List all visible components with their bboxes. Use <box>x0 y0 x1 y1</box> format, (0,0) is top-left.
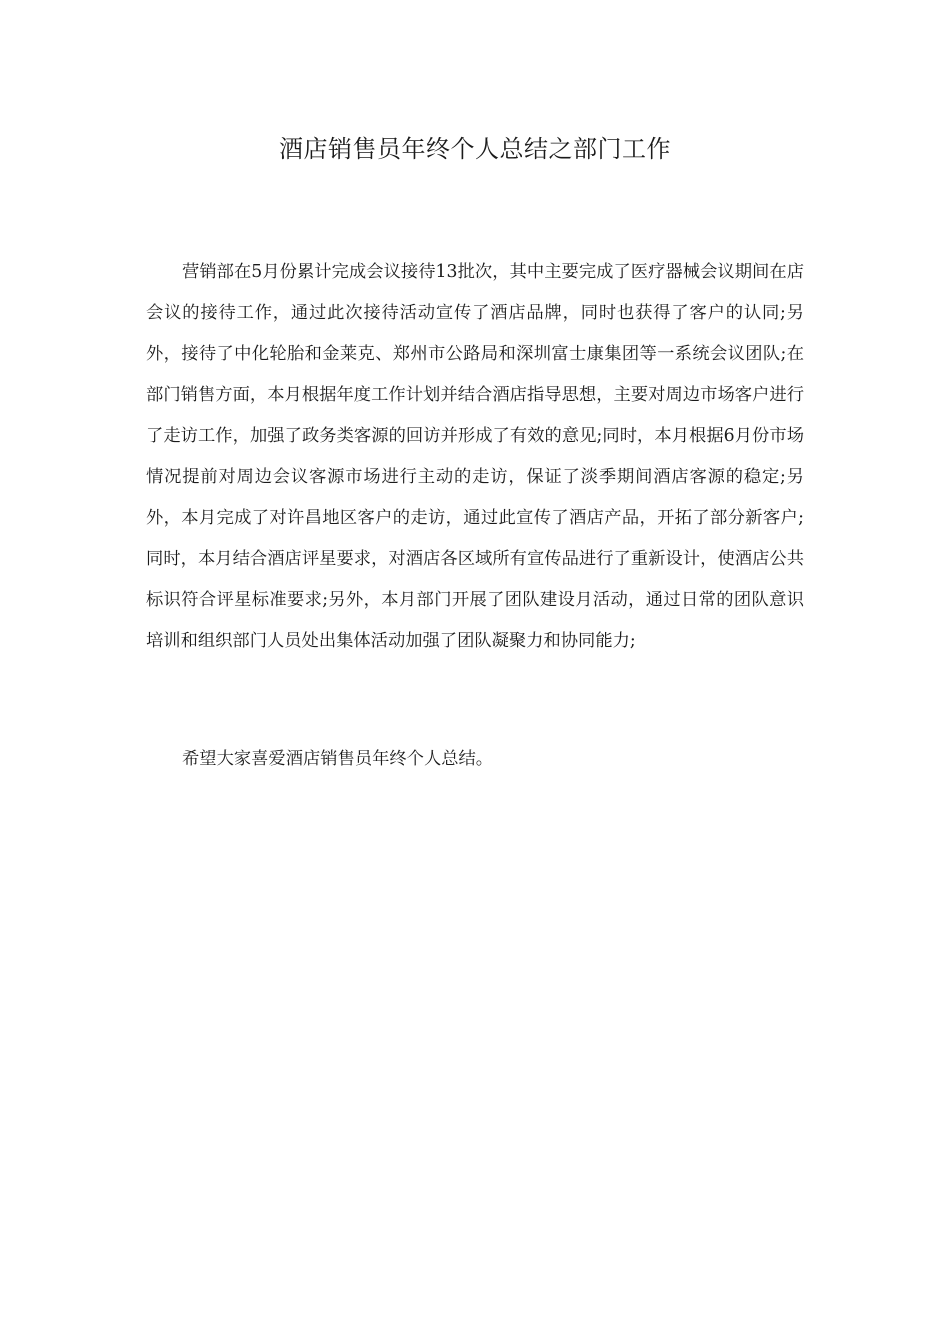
document-title: 酒店销售员年终个人总结之部门工作 <box>279 135 671 163</box>
closing-paragraph: 希望大家喜爱酒店销售员年终个人总结。 <box>182 749 494 769</box>
body-paragraph: 营销部在5月份累计完成会议接待13批次，其中主要完成了医疗器械会议期间在店会议的接待工作，通过此次接待活动宣传了酒店品牌，同时也获得了客户的认同;另外，接待了中化轮胎和金莱克、郑州市公路局和深圳富士康集团等一系统会议团队;在部门销售方面，本月根据年度工作计划并结合酒店指导思想，主要对周边市场客户进行了走访工作，加强了政务类客源的回访并形成了有效的意见;同时，本月根据6月份市场情况提前对周边会议客源市场进行主动的走访，保证了淡季期间酒店客源的稳定;另外，本月完成了对许昌地区客户的走访，通过此宣传了酒店产品，开拓了部分新客户;同时，本月结合酒店评星要求，对酒店各区域所有宣传品进行了重新设计，使酒店公共标识符合评星标准要求;另外，本月部门开展了团队建设月活动，通过日常的团队意识培训和组织部门人员处出集体活动加强了团队凝聚力和协同能力; <box>146 262 804 651</box>
